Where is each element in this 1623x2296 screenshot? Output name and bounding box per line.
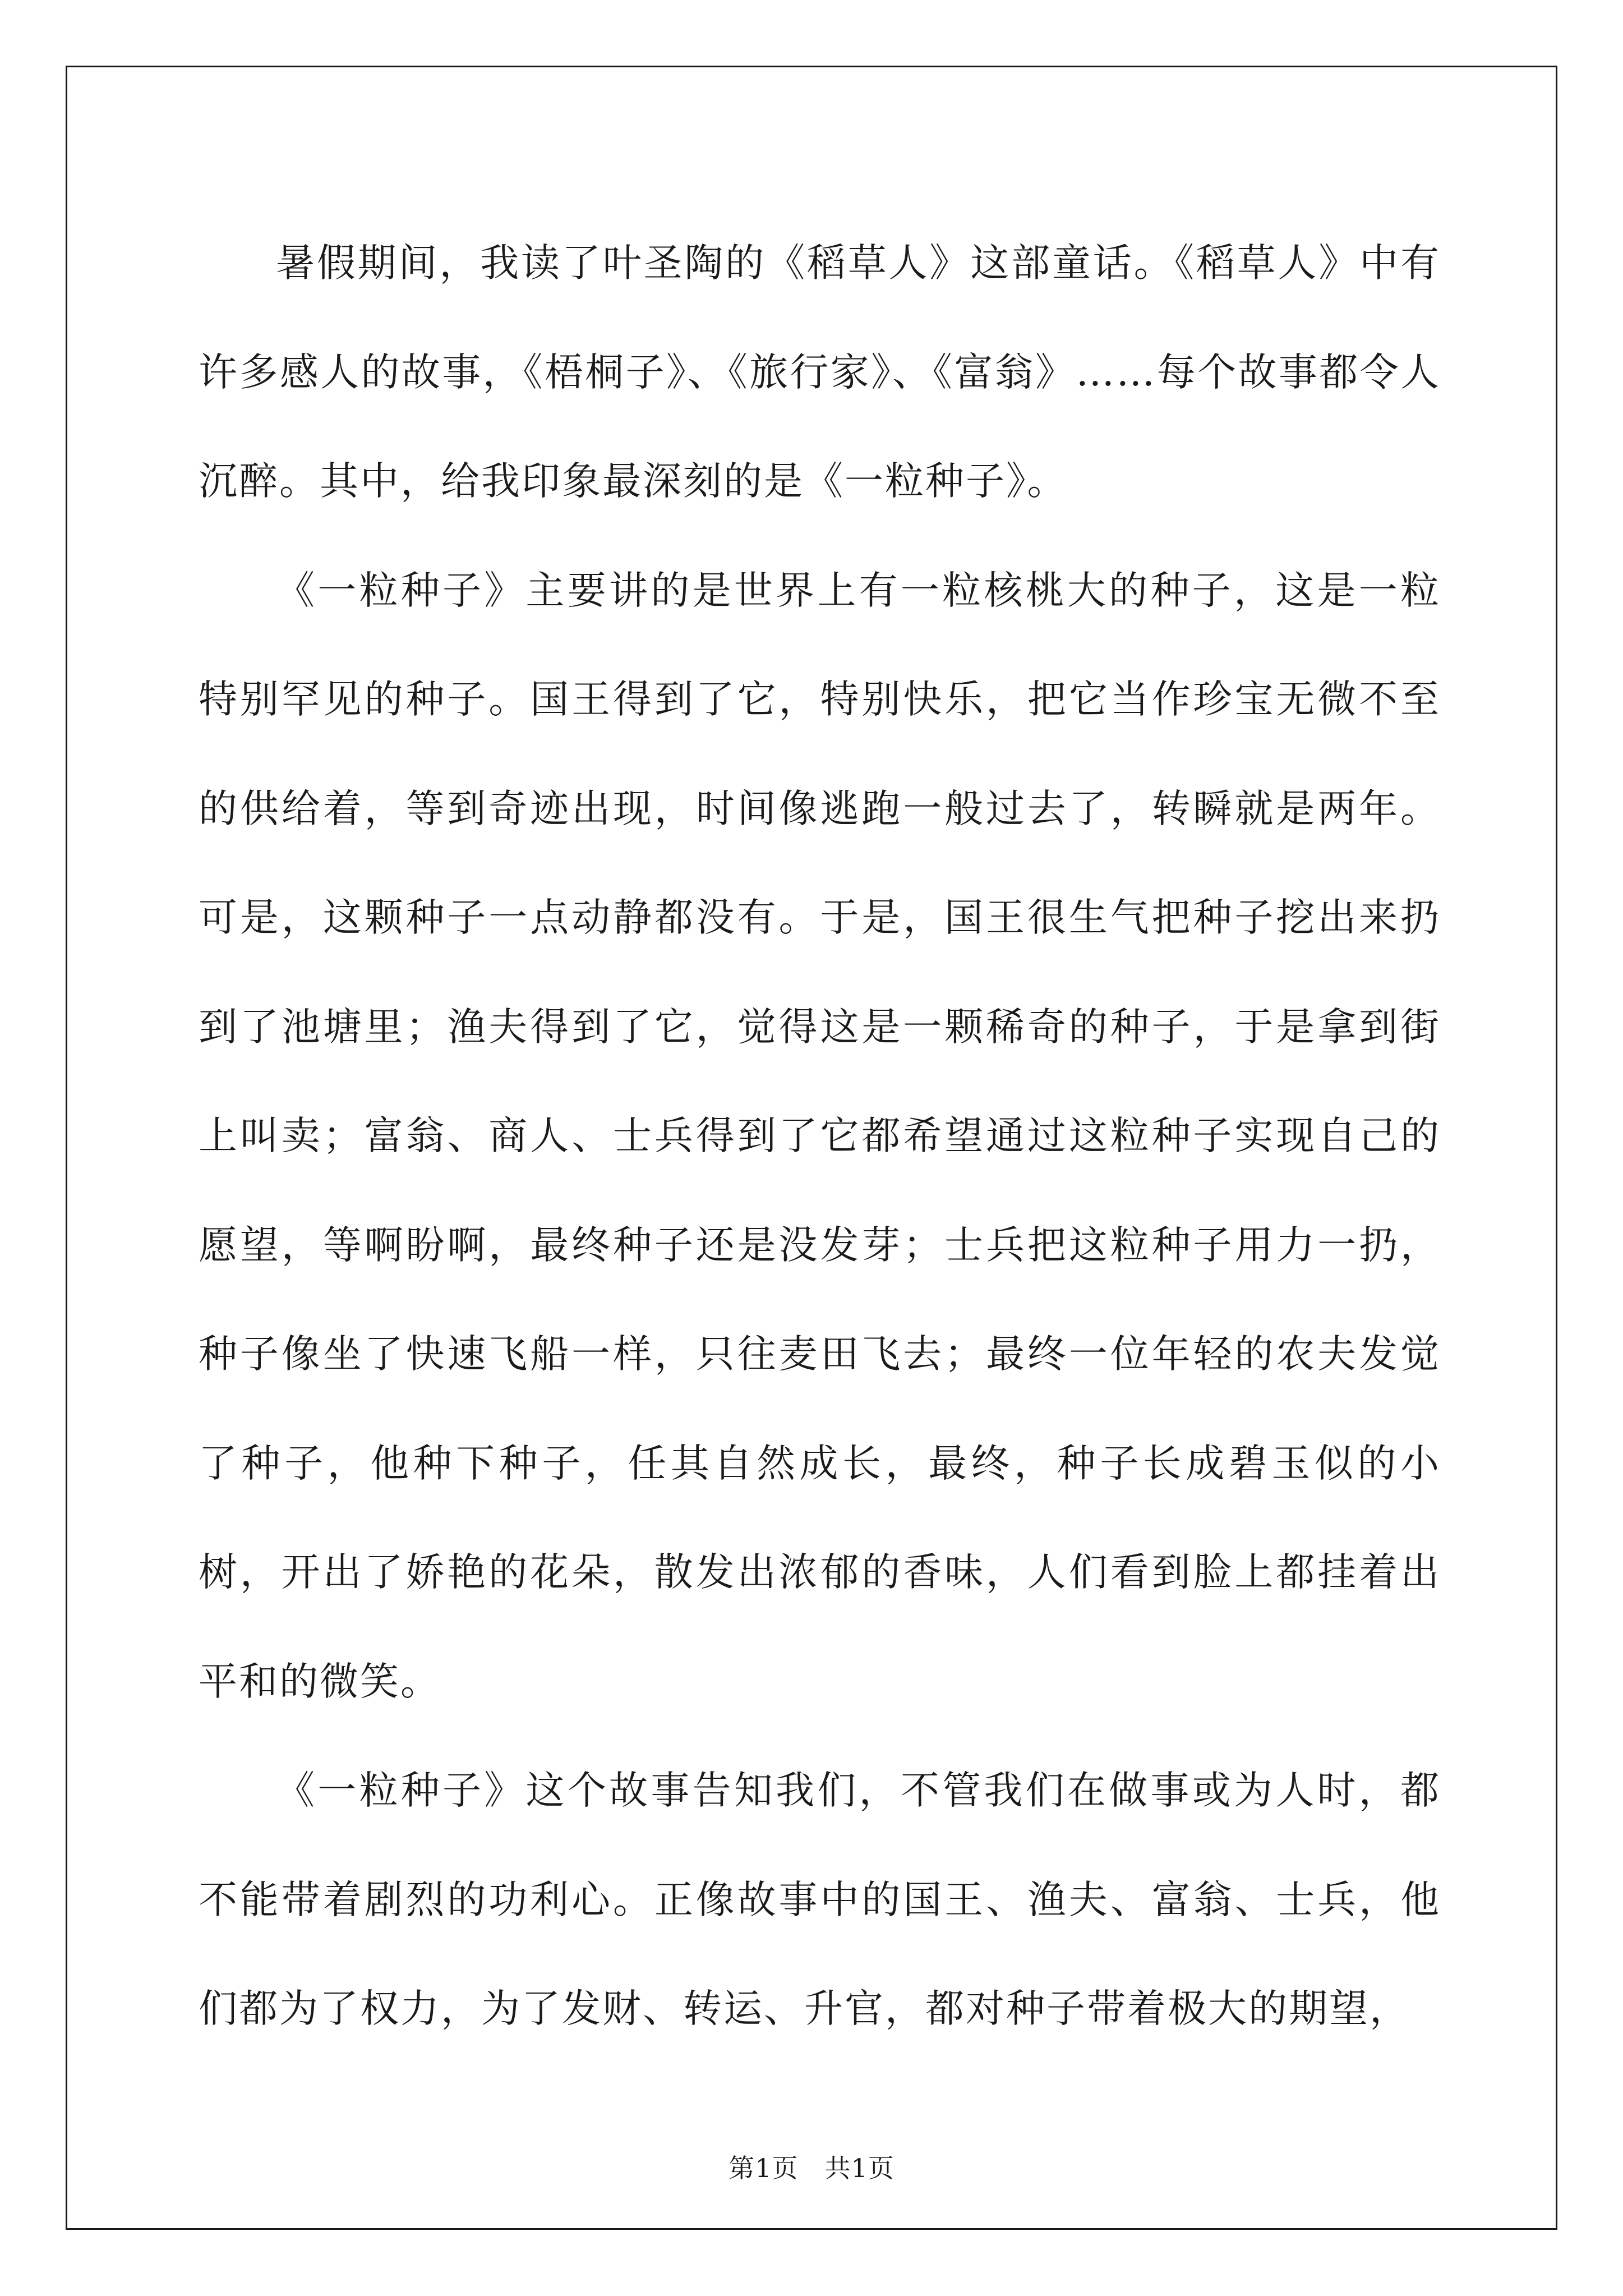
paragraph-2: 《一粒种子》主要讲的是世界上有一粒核桃大的种子，这是一粒特别罕见的种子。国王得到了它，特别快乐，把它当作珍宝无微不至的供给着，等到奇迹出现，时间像逃跑一般过去了，转瞬就是两年。可是，这颗种子一点动静都没有。于是，国王很生气把种子挖出来扔到了池塘里；渔夫得到了它，觉得这是一颗稀奇的种子，于是拿到街上叫卖；富翁、商人、士兵得到了它都希望通过这粒种子实现自己的愿望，等啊盼啊，最终种子还是没发芽；士兵把这粒种子用力一扔，种子像坐了快速飞船一样，只往麦田飞去；最终一位年轻的农夫发觉了种子，他种下种子，任其自然成长，最终，种子长成碧玉似的小树，开出了娇艳的花朵，散发出浓郁的香味，人们看到脸上都挂着出平和的微笑。 (199, 568, 1441, 1704)
paragraph-3: 《一粒种子》这个故事告知我们，不管我们在做事或为人时，都不能带着剧烈的功利心。正像故事中的国王、渔夫、富翁、士兵，他们都为了权力，为了发财、转运、升官，都对种子带着极大的期望， (199, 1768, 1441, 2031)
paragraph-1: 暑假期间，我读了叶圣陶的《稻草人》这部童话。《稻草人》中有许多感人的故事，《梧桐子》、《旅行家》、《富翁》……每个故事都令人沉醉。其中，给我印象最深刻的是《一粒种子》。 (199, 241, 1441, 504)
page-number-footer: 第1页 共1页 (728, 2153, 895, 2183)
document-body (199, 209, 1441, 2064)
